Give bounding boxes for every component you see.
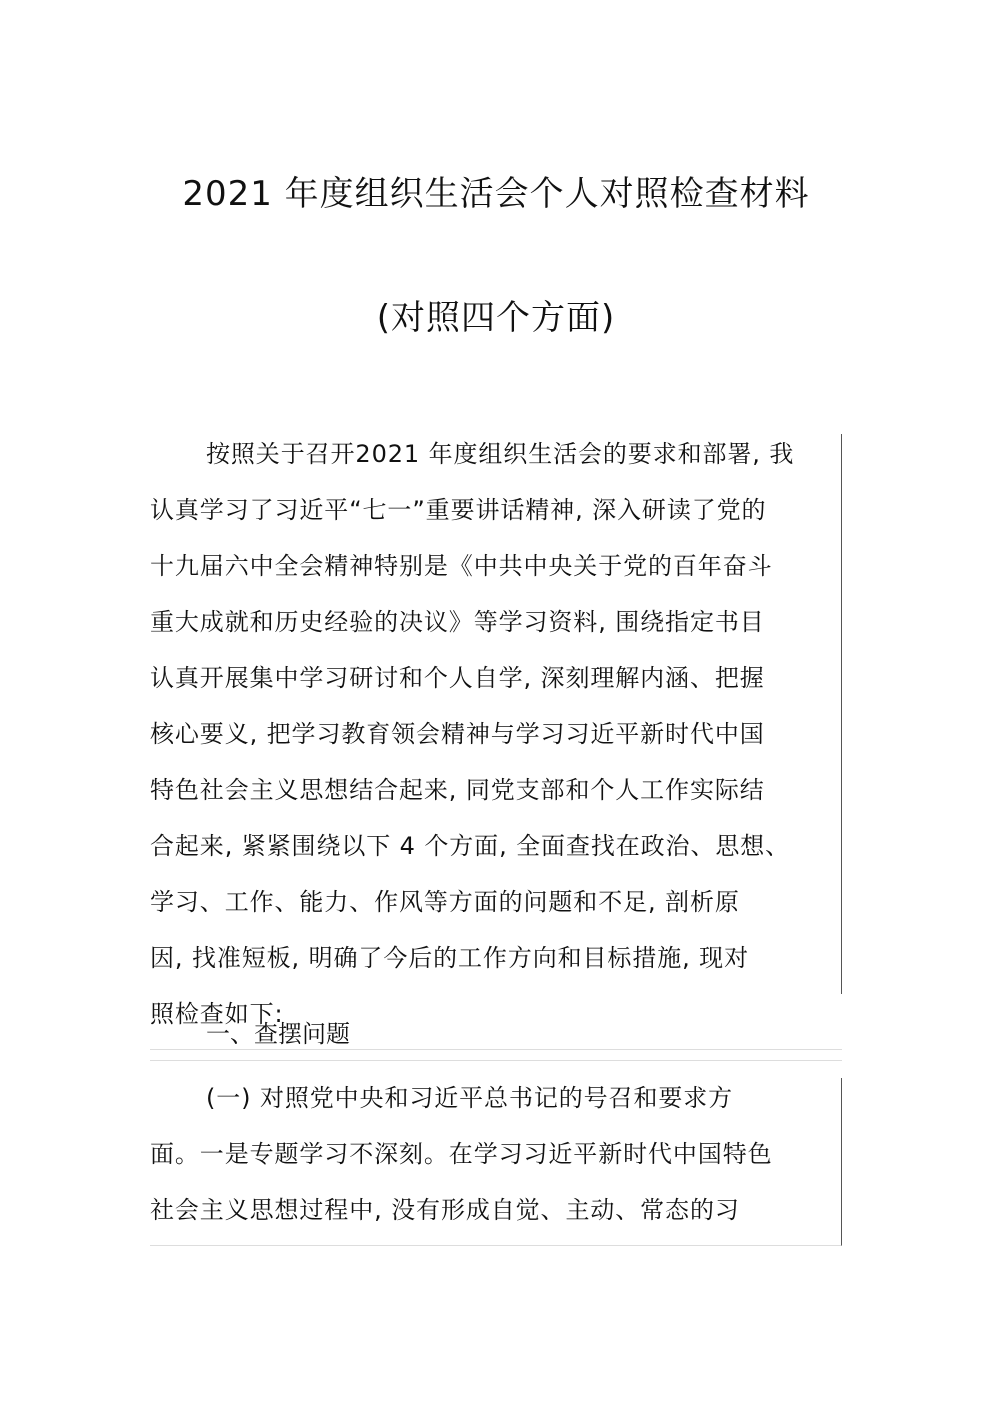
intro-line: 认真开展集中学习研讨和个人自学, 深刻理解内涵、把握 xyxy=(150,658,842,714)
document-title: 2021 年度组织生活会个人对照检查材料 xyxy=(182,174,810,214)
intro-line: 认真学习了习近平“七一”重要讲话精神, 深入研读了党的 xyxy=(150,490,842,546)
intro-line: 核心要义, 把学习教育领会精神与学习习近平新时代中国 xyxy=(150,714,842,770)
intro-line: 学习、工作、能力、作风等方面的问题和不足, 剖析原 xyxy=(150,882,842,938)
section-heading: 一、查摆问题 xyxy=(150,1018,842,1061)
intro-line: 按照关于召开2021 年度组织生活会的要求和部署, 我 xyxy=(150,434,842,490)
intro-line: 特色社会主义思想结合起来, 同党支部和个人工作实际结 xyxy=(150,770,842,826)
intro-line: 因, 找准短板, 明确了今后的工作方向和目标措施, 现对 xyxy=(150,938,842,994)
section-line: 社会主义思想过程中, 没有形成自觉、主动、常态的习 xyxy=(150,1190,842,1246)
intro-line: 重大成就和历史经验的决议》等学习资料, 围绕指定书目 xyxy=(150,602,842,658)
intro-line: 合起来, 紧紧围绕以下 4 个方面, 全面查找在政治、思想、 xyxy=(150,826,842,882)
document-subtitle: (对照四个方面) xyxy=(376,298,616,338)
intro-line: 十九届六中全会精神特别是《中共中央关于党的百年奋斗 xyxy=(150,546,842,602)
section-line: (一) 对照党中央和习近平总书记的号召和要求方 xyxy=(150,1078,842,1134)
section-line: 面。一是专题学习不深刻。在学习习近平新时代中国特色 xyxy=(150,1134,842,1190)
intro-line: 照检查如下: xyxy=(150,994,842,1050)
